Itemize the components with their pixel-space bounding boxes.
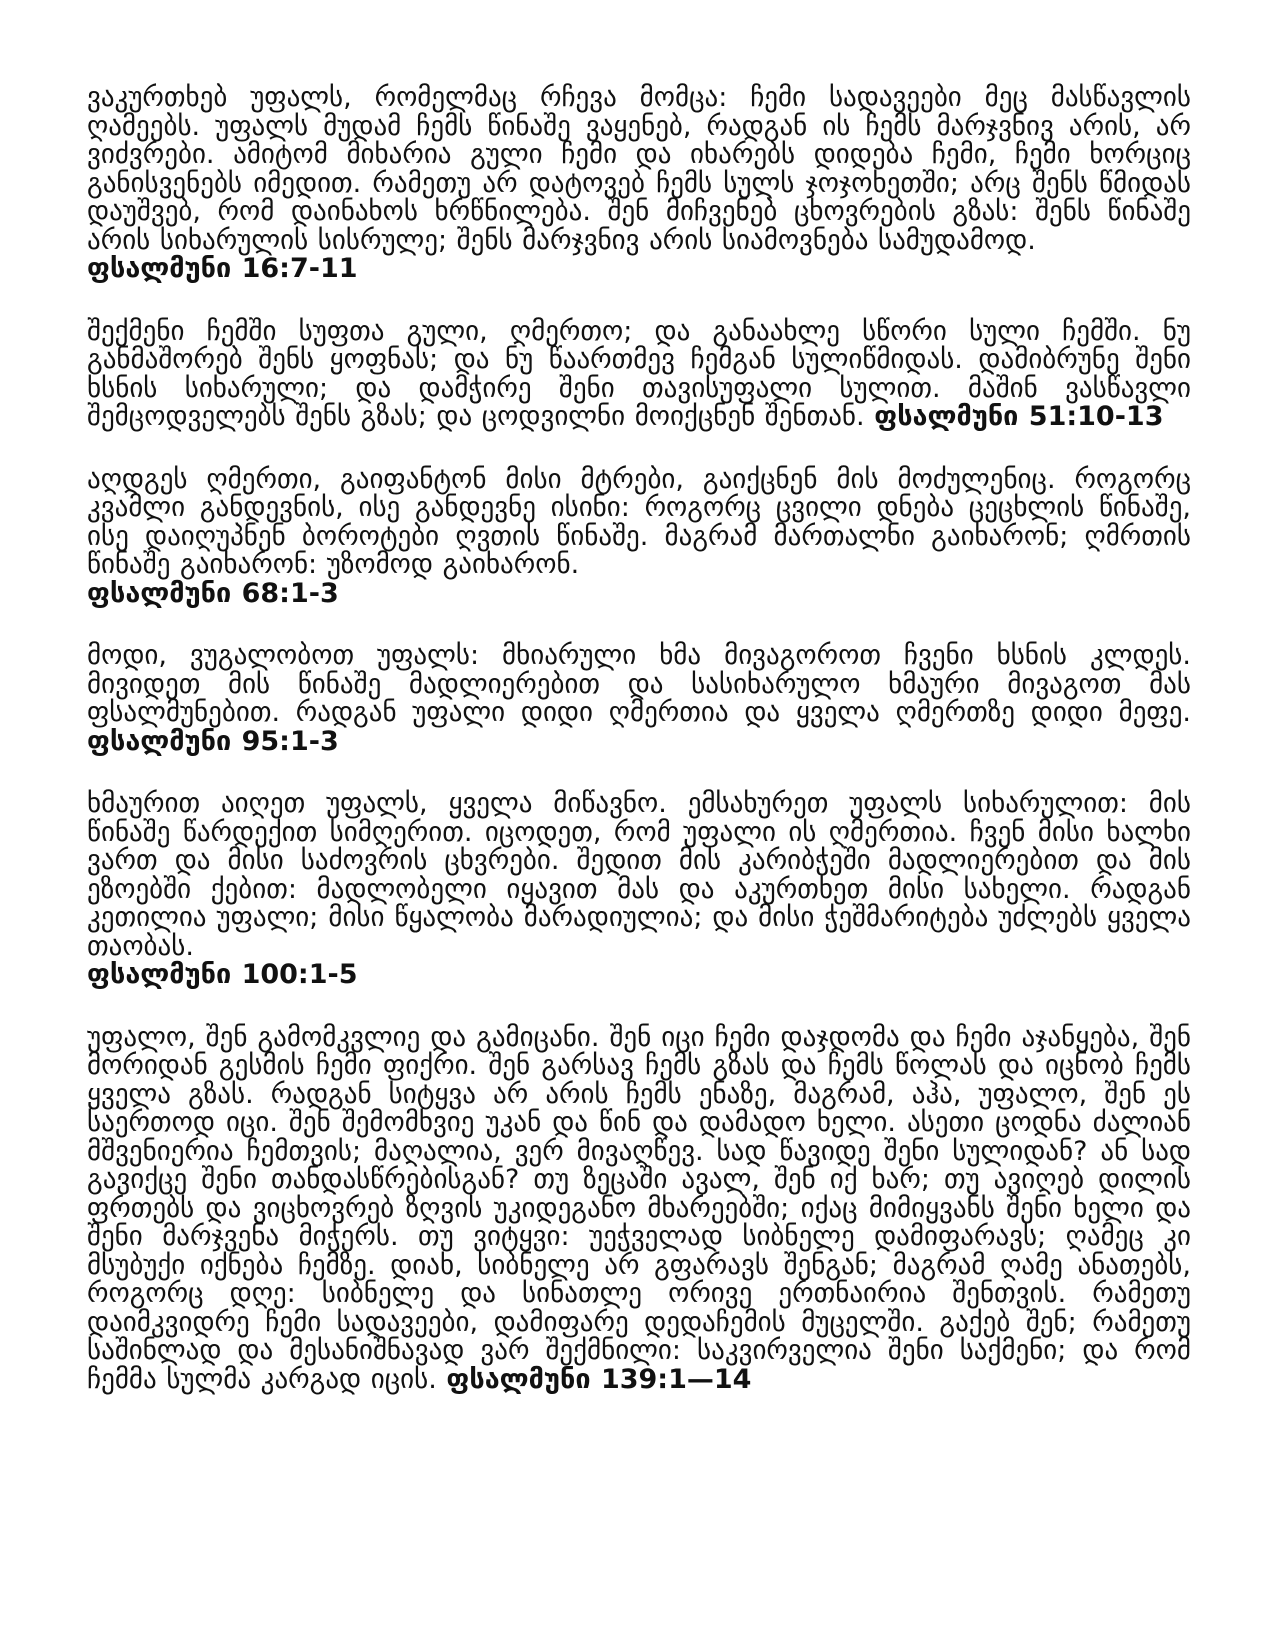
- passage-reference: ფსალმუნი 100:1-5: [87, 959, 358, 990]
- passage-psalm-68: [87, 463, 1191, 609]
- passage-reference: ფსალმუნი 51:10-13: [874, 401, 1164, 432]
- passage-text: ვაკურთხებ უფალს, რომელმაც რჩევა მომცა: ჩემი სადავეები მეც მასწავლის ღამეებს. უფალს მუდამ ჩემს წინაშე ვაყენებ, რადგან ის ჩემს მარჯვნივ არის, არ ვიძვრები. ამიტომ მიხარია გული ჩემი და იხარებს დიდება ჩემი, ჩემი ხორციც განისვენებს იმედით. რამეთუ არ დატოვებ ჩემს სულს ჯოჯოხეთში; არც შენს წმიდას დაუშვებ, რომ დაინახოს ხრწნილება. შენ მიჩვენებ ცხოვრების გზას: შენს წინაშე არის სიხარულის სისრულე; შენს მარჯვნივ არის სიამოვნება სამუდამოდ.: [87, 82, 1191, 256]
- passage-text: მოდი, ვუგალობოთ უფალს: მხიარული ხმა მივაგოროთ ჩვენი ხსნის კლდეს. მივიდეთ მის წინაშე მადლიერებით და სასიხარულო ხმაური მივაგოთ მას ფსალმუნებით. რადგან უფალი დიდი ღმერთია და ყველა ღმერთზე დიდი მეფე.: [87, 640, 1191, 728]
- passage-text: უფალო, შენ გამომკვლიე და გამიცანი. შენ იცი ჩემი დაჯდომა და ჩემი აჯანყება, შენ მორიდან გესმის ჩემი ფიქრი. შენ გარსავ ჩემს გზას და ჩემს წოლას და იცნობ ჩემს ყველა გზას. რადგან სიტყვა არ არის ჩემს ენაზე, მაგრამ, აჰა, უფალო, შენ ეს საერთოდ იცი. შენ შემომხვიე უკან და წინ და დამადო ხელი. ასეთი ცოდნა ძალიან მშვენიერია ჩემთვის; მაღალია, ვერ მივაღწევ. სად წავიდე შენი სულიდან? ან სად გავიქცე შენი თანდასწრებისგან? თუ ზეცაში ავალ, შენ იქ ხარ; თუ ავიღებ დილის ფრთებს და ვიცხოვრებ ზღვის უკიდეგანო მხარეებში; იქაც მიმიყვანს შენი ხელი და შენი მარჯვენა მიჭერს. თუ ვიტყვი: უეჭველად სიბნელე დამიფარავს; ღამეც კი მსუბუქი იქნება ჩემზე. დიახ, სიბნელე არ გფარავს შენგან; მაგრამ ღამე ანათებს, როგორც დღე: სიბნელე და სინათლე ორივე ერთნაირია შენთვის. რამეთუ დაიმკვიდრე ჩემი სადავეები, დამიფარე დედაჩემის მუცელში. გაქებ შენ; რამეთუ საშინლად და მესანიშნავად ვარ შექმნილი: საკვირველია შენი საქმენი; და რომ ჩემმა სულმა კარგად იცის.: [87, 1021, 1191, 1395]
- passage-psalm-139: [87, 1021, 1191, 1395]
- passage-psalm-100: [87, 790, 1191, 990]
- passage-psalm-95: [87, 642, 1191, 756]
- passage-psalm-51: [87, 315, 1191, 432]
- passage-text: შექმენი ჩემში სუფთა გული, ღმერთო; და განაახლე სწორი სული ჩემში. ნუ განმაშორებ შენს ყოფნას; და ნუ წაართმევ ჩემგან სულიწმიდას. დამიბრუნე შენი ხსნის სიხარული; და დამჭირე შენი თავისუფალი სულით. მაშინ ვასწავლი შემცოდველებს შენს გზას; და ცოდვილნი მოიქცნენ შენთან.: [87, 315, 1191, 432]
- passage-reference: ფსალმუნი 139:1—14: [446, 1363, 752, 1395]
- passage-reference: ფსალმუნი 16:7-11: [87, 253, 358, 284]
- document-page: [87, 84, 1191, 1394]
- passage-text: აღდგეს ღმერთი, გაიფანტონ მისი მტრები, გაიქცნენ მის მოძულენიც. როგორც კვამლი განდევნის, ისე განდევნე ისინი: როგორც ცვილი დნება ცეცხლის წინაშე, ისე დაიღუპნენ ბოროტები ღვთის წინაშე. მაგრამ მართალნი გაიხარონ; ღმრთის წინაშე გაიხარონ: უზომოდ გაიხარონ.: [87, 463, 1191, 580]
- passage-psalm-16: [87, 84, 1191, 284]
- passage-reference: ფსალმუნი 68:1-3: [87, 577, 339, 609]
- passage-text: ხმაურით აიღეთ უფალს, ყველა მიწავნო. ემსახურეთ უფალს სიხარულით: მის წინაშე წარდექით სიმღერით. იცოდეთ, რომ უფალი ის ღმერთია. ჩვენ მისი ხალხი ვართ და მისი საძოვრის ცხვრები. შედით მის კარიბჭეში მადლიერებით და მის ეზოებში ქებით: მადლობელი იყავით მას და აკურთხეთ მისი სახელი. რადგან კეთილია უფალი; მისი წყალობა მარადიულია; და მისი ჭეშმარიტება უძლებს ყველა თაობას.: [87, 788, 1191, 962]
- passage-reference: ფსალმუნი 95:1-3: [87, 725, 339, 757]
